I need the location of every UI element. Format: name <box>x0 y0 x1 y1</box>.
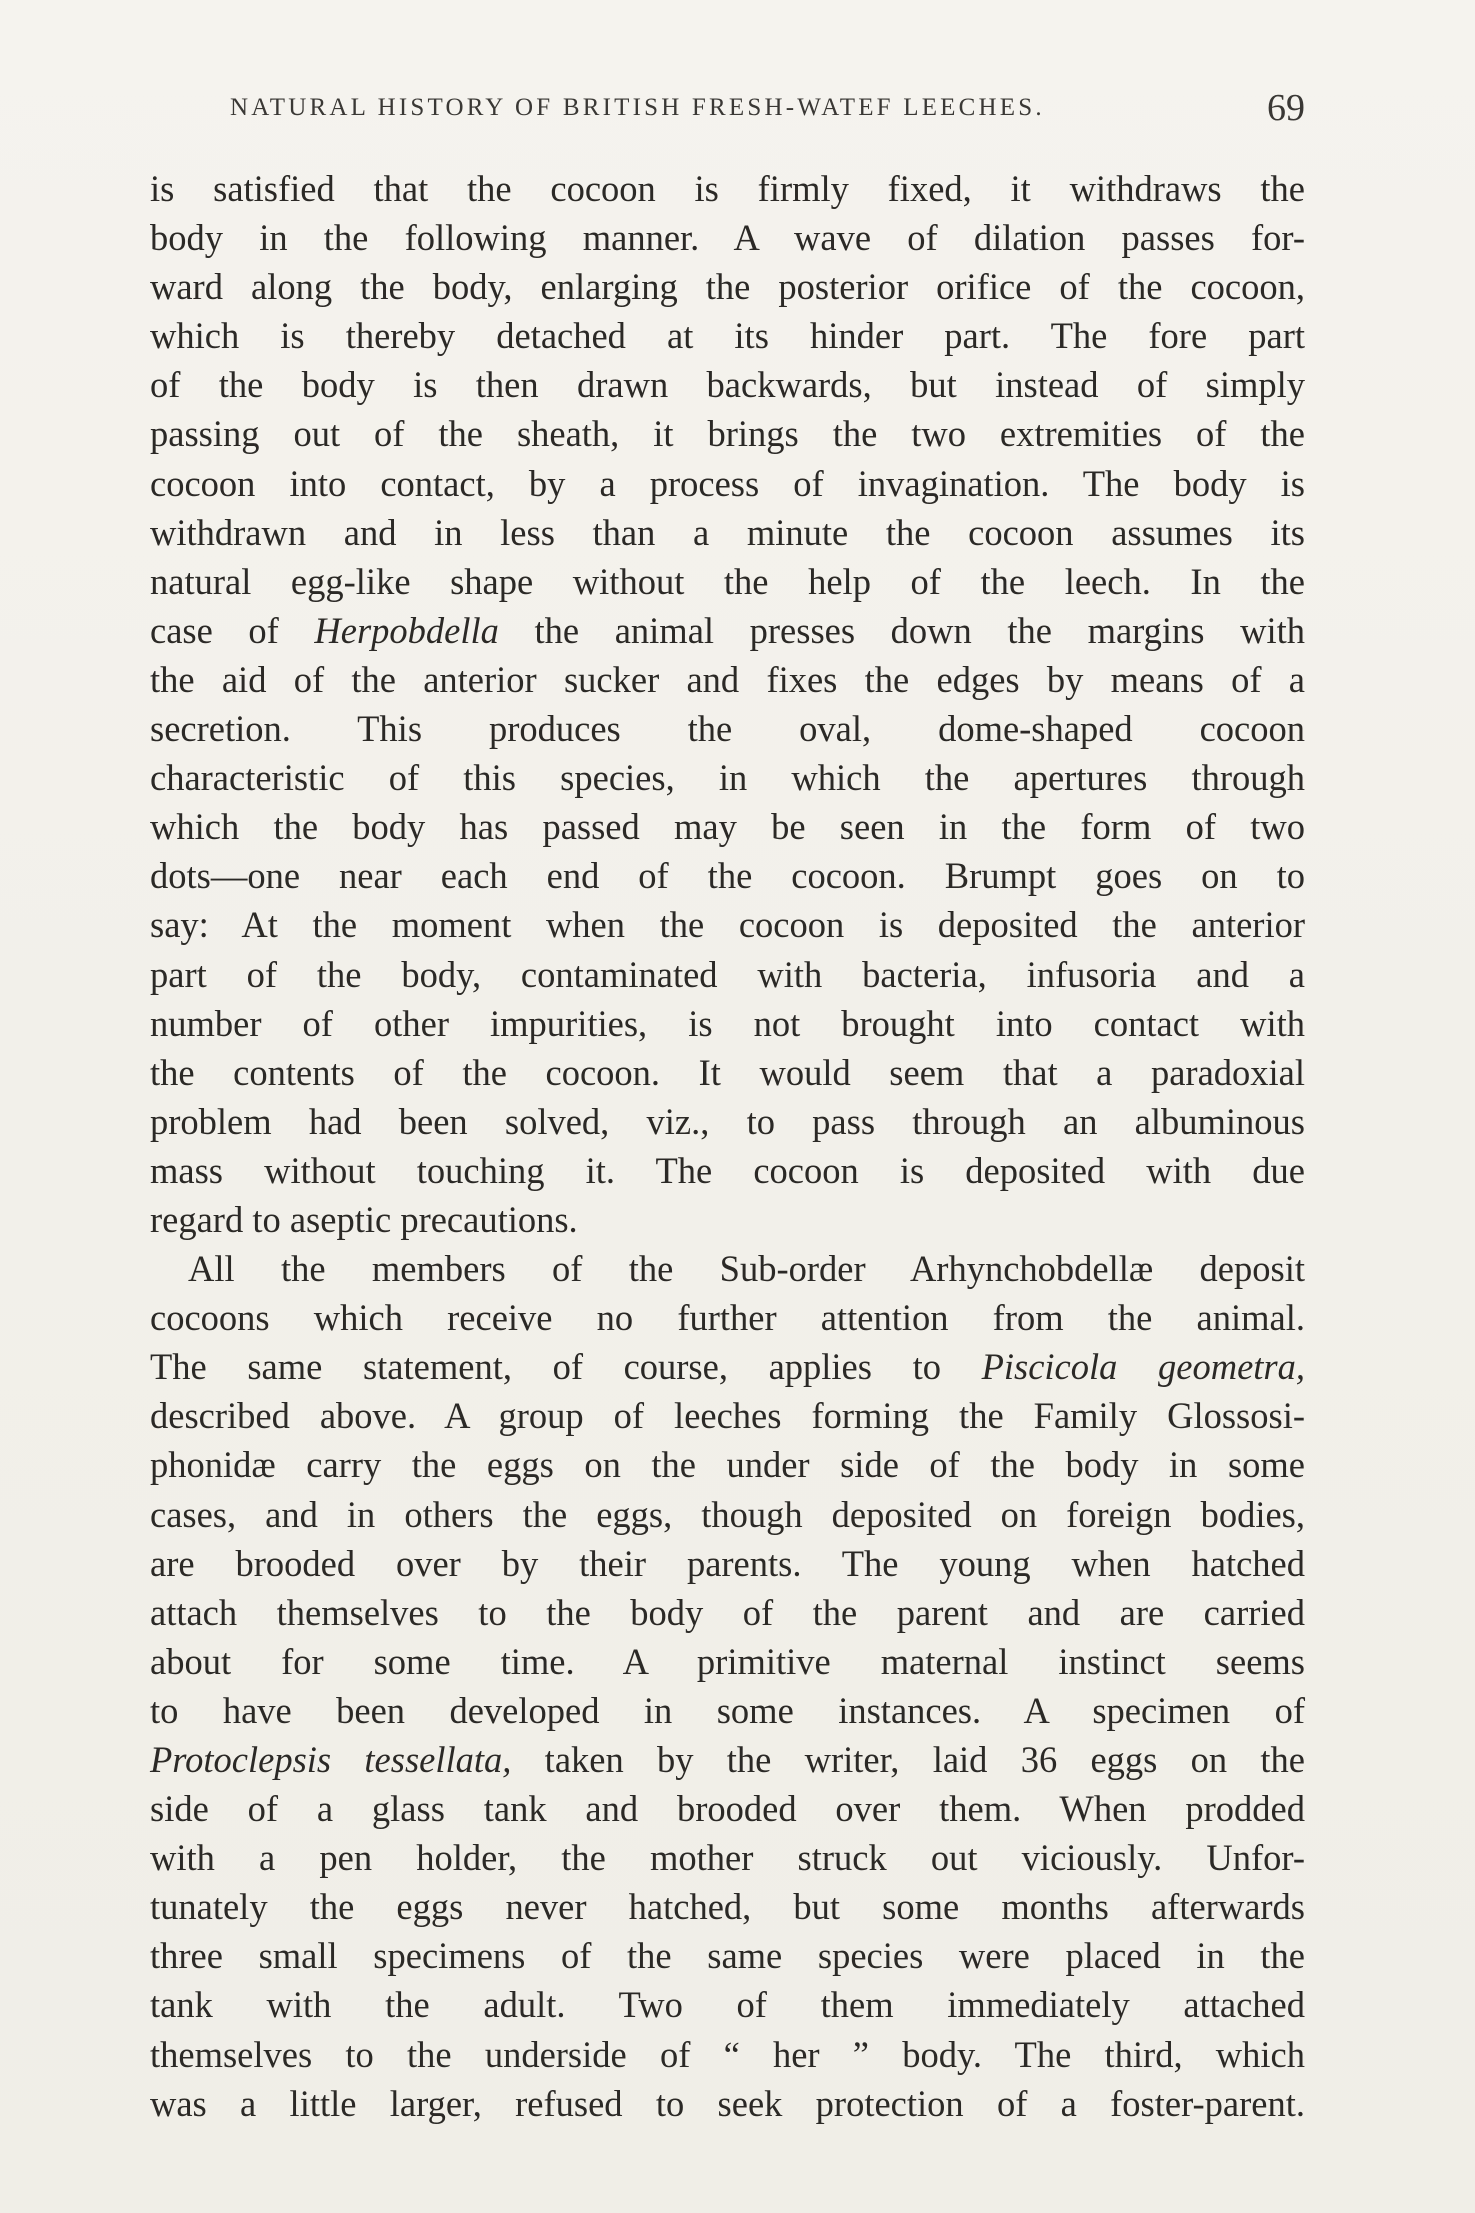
body-text <box>150 164 1305 2128</box>
text-line <box>150 1342 1305 1391</box>
text-line: is satisfied that the cocoon is firmly fixed, it withdraws the <box>150 168 1305 209</box>
text-line: about for some time. A primitive maternal instinct seems <box>150 1640 1305 1682</box>
text-line: passing out of the sheath, it brings the two extremities of the <box>150 413 1305 455</box>
text-line: which the body has passed may be seen in the form of two <box>150 806 1305 848</box>
text-run: taken by the writer, laid 36 eggs on the <box>511 1739 1305 1780</box>
text-line: regard to aseptic precautions. <box>150 1198 578 1240</box>
text-line: say: At the moment when the cocoon is deposited the anterior <box>150 904 1305 946</box>
text-line: themselves to the underside of “ her ” body. The third, which <box>150 2033 1305 2075</box>
text-run: the animal presses down the margins with <box>498 609 1305 651</box>
text-line: cocoon into contact, by a process of invagination. The body is <box>150 462 1305 504</box>
page-number: 69 <box>1267 87 1305 129</box>
text-line: described above. A group of leeches forming the Family Glossosi- <box>150 1395 1305 1437</box>
text-line <box>150 1735 1305 1784</box>
text-line: tank with the adult. Two of them immediately attached <box>150 1984 1305 2026</box>
species-name-piscicola-geometra: Piscicola geometra, <box>981 1346 1305 1388</box>
text-line: to have been developed in some instances. A specimen of <box>150 1689 1305 1731</box>
text-line: side of a glass tank and brooded over them. When prodded <box>150 1788 1305 1830</box>
text-line: mass without touching it. The cocoon is deposited with due <box>150 1149 1305 1191</box>
text-line: ward along the body, enlarging the posterior orifice of the cocoon, <box>150 266 1305 308</box>
text-line: three small specimens of the same species were placed in the <box>150 1935 1305 1977</box>
text-line: the aid of the anterior sucker and fixes the edges by means of a <box>150 658 1305 700</box>
text-line: phonidæ carry the eggs on the under side of the body in some <box>150 1444 1305 1486</box>
running-head <box>150 86 1305 134</box>
text-line: cases, and in others the eggs, though deposited on foreign bodies, <box>150 1493 1305 1535</box>
text-line: tunately the eggs never hatched, but some months afterwards <box>150 1886 1305 1928</box>
text-line: of the body is then drawn backwards, but instead of simply <box>150 364 1305 406</box>
running-title: NATURAL HISTORY OF BRITISH FRESH-WATEF LEECHES. <box>230 94 1045 121</box>
text-line: natural egg-like shape without the help of the leech. In the <box>150 560 1305 602</box>
text-line: characteristic of this species, in which the apertures through <box>150 757 1305 799</box>
text-line <box>150 606 1305 655</box>
species-name-protoclepsis-tessellata: Protoclepsis tessellata, <box>150 1739 512 1780</box>
text-line: withdrawn and in less than a minute the cocoon assumes its <box>150 511 1305 553</box>
text-line: attach themselves to the body of the parent and are carried <box>150 1591 1305 1633</box>
text-line: are brooded over by their parents. The young when hatched <box>150 1542 1305 1584</box>
text-line: cocoons which receive no further attention from the animal. <box>150 1297 1305 1339</box>
text-run: The same statement, of course, applies to <box>150 1346 982 1388</box>
text-line: secretion. This produces the oval, dome-shaped cocoon <box>150 708 1305 750</box>
text-line: was a little larger, refused to seek protection of a foster-parent. <box>150 2082 1305 2124</box>
text-line: dots—one near each end of the cocoon. Brumpt goes on to <box>150 855 1305 897</box>
text-line: All the members of the Sub-order Arhynchobdellæ deposit <box>188 1248 1305 1290</box>
text-line: part of the body, contaminated with bacteria, infusoria and a <box>150 953 1305 995</box>
text-line: number of other impurities, is not brought into contact with <box>150 1002 1305 1044</box>
text-line: with a pen holder, the mother struck out viciously. Unfor- <box>150 1837 1305 1879</box>
text-run: case of <box>150 609 315 651</box>
text-line: which is thereby detached at its hinder part. The fore part <box>150 315 1305 357</box>
text-line: problem had been solved, viz., to pass through an albuminous <box>150 1100 1305 1142</box>
genus-name-herpobdella: Herpobdella <box>314 609 499 651</box>
text-line: body in the following manner. A wave of dilation passes for- <box>150 217 1305 259</box>
text-line: the contents of the cocoon. It would seem that a paradoxial <box>150 1051 1305 1093</box>
